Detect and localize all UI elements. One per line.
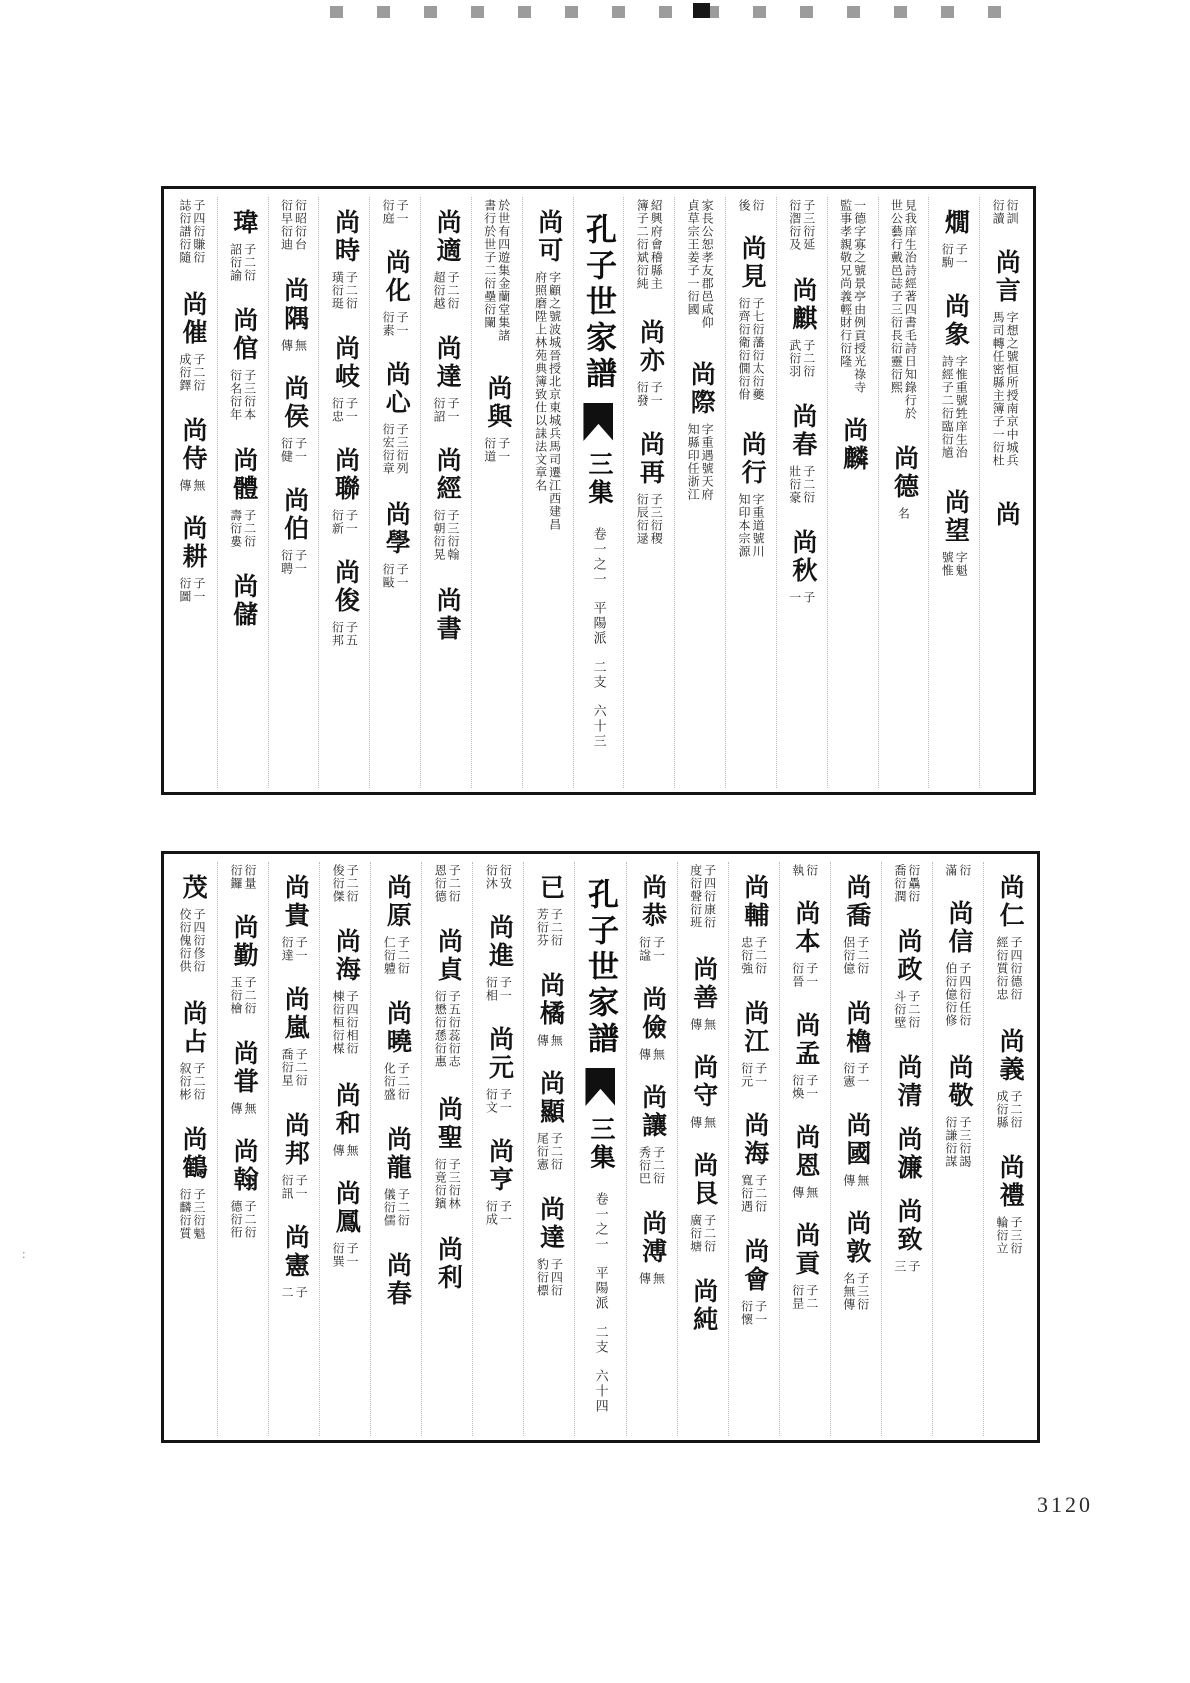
annotation-note: 子二衍叙衍彬: [177, 1062, 206, 1101]
genealogy-column: [626, 862, 677, 1436]
scan-noise-blob: [693, 3, 710, 18]
genealogy-column: [928, 197, 979, 788]
annotation-note: 子一衍聘: [279, 549, 308, 575]
ancestor-name: 尚翰: [230, 1138, 258, 1194]
genealogy-column: [674, 197, 725, 788]
annotation-note: 子一衍懷: [739, 1300, 768, 1326]
annotation-note: 子二衍成衍鐸: [177, 353, 206, 392]
ancestor-name: 尚望: [941, 489, 969, 545]
annotation-note: 子一: [787, 591, 816, 604]
annotation-note: 子二: [280, 1286, 309, 1299]
genealogy-column: [523, 862, 574, 1436]
ancestor-name: 尚亨: [485, 1138, 513, 1194]
ancestor-name: 尚貞: [434, 928, 462, 984]
ancestor-name: 尚言: [992, 249, 1020, 305]
ancestor-name: 尚純: [689, 1278, 717, 1334]
annotation-note: 子二衍秀衍巴: [637, 1146, 666, 1185]
genealogy-column: [677, 862, 728, 1436]
ancestor-name: 尚占: [179, 1000, 207, 1056]
annotation-note: 子一衍元: [739, 1062, 768, 1088]
annotation-note: 子五衍蕊衍志衍懋衍愻衍惠: [433, 990, 462, 1068]
ancestor-name: 燗: [941, 209, 969, 237]
ancestor-name: 尚時: [331, 209, 359, 265]
annotation-note: 子一衍巽: [331, 1242, 360, 1268]
annotation-note: 子三衍稷衍辰衍逯: [635, 493, 664, 545]
book-title: 孔子世家譜: [582, 878, 618, 1058]
ancestor-name: 已: [536, 874, 564, 902]
genealogy-column: [268, 197, 319, 788]
margin-tick-mark: :: [22, 1246, 26, 1261]
genealogy-column: [728, 862, 779, 1436]
ancestor-name: 尚適: [433, 209, 461, 265]
annotation-note: 子一衍圖: [177, 577, 206, 603]
volume-info: 六十三: [591, 704, 607, 749]
annotation-note: 子一衍素: [381, 311, 410, 337]
ancestor-name: 尚善: [689, 956, 717, 1012]
annotation-note: 字重道號川知印本宗源: [736, 493, 765, 558]
genealogy-column: [878, 197, 929, 788]
annotation-note: 字魁號惟: [940, 551, 969, 577]
ancestor-name: 尚江: [740, 1000, 768, 1056]
ancestor-name: 尚艮: [689, 1152, 717, 1208]
fishtail-icon: [583, 403, 613, 441]
ancestor-name: 尚政: [893, 928, 921, 984]
ancestor-name: 尚櫓: [842, 1000, 870, 1056]
annotation-note: 子二衍恩衍德: [433, 864, 462, 903]
genealogy-column: [369, 197, 420, 788]
annotation-note: 無傳: [688, 1116, 717, 1129]
annotation-note: 子二衍德衍衎: [229, 1200, 258, 1239]
ancestor-name: 尚貴: [281, 874, 309, 930]
annotation-note: 子四衍任衍伯衍億衍修: [943, 962, 972, 1027]
annotation-note: 於世有四遊集金蘭堂集諸書行於世子二衍壘衍闌: [482, 199, 511, 342]
ancestor-name: 尚喬: [842, 874, 870, 930]
ancestor-name: 尚橘: [536, 972, 564, 1028]
ancestor-name: 尚溥: [638, 1210, 666, 1266]
genealogy-column: [776, 197, 827, 788]
annotation-note: 無傳: [637, 1048, 666, 1061]
annotation-note: 子一衍新: [330, 509, 359, 535]
ancestor-name: 尚敬: [945, 1054, 973, 1110]
ancestor-name: 尚春: [788, 403, 816, 459]
ancestor-name: 尚本: [791, 900, 819, 956]
page-number: 3120: [1037, 1492, 1093, 1517]
genealogy-column: [318, 197, 369, 788]
annotation-note: 子一衍道: [482, 437, 511, 463]
ancestor-name: 尚麟: [839, 417, 867, 473]
annotation-note: 子三: [892, 1260, 921, 1273]
annotation-note: 子二衍侶衍億: [841, 936, 870, 975]
ancestor-name: 瑋: [229, 209, 257, 237]
ancestor-name: 尚國: [842, 1112, 870, 1168]
annotation-note: 一德字寡之號景亭由例貢授光祿寺監事孝親敬兄尚義輕財行衍隆: [838, 199, 867, 394]
genealogy-column: [217, 862, 268, 1436]
ancestor-name: 尚海: [740, 1112, 768, 1168]
fishtail-icon: [585, 1068, 615, 1106]
annotation-note: 衍量衍鑼: [229, 864, 258, 890]
ancestor-name: 尚俊: [331, 559, 359, 615]
genealogy-column: [167, 862, 217, 1436]
ancestor-name: 尚貢: [791, 1222, 819, 1278]
ancestor-name: 尚際: [687, 361, 715, 417]
ancestor-name: 尚濂: [893, 1126, 921, 1182]
annotation-note: 衍驫衍喬衍潤: [892, 864, 921, 903]
ancestor-name: 尚憲: [281, 1224, 309, 1280]
volume-info: 平陽派: [593, 1266, 609, 1311]
annotation-note: 子四衍德衍經衍質衍忠: [994, 936, 1023, 1001]
annotation-note: 子二衍玉衍檜: [229, 976, 258, 1015]
ancestor-name: 尚聖: [434, 1096, 462, 1152]
ancestor-name: 尚讓: [638, 1084, 666, 1140]
annotation-note: 子二衍斗衍壁: [892, 990, 921, 1029]
ancestor-name: 尚倌: [229, 307, 257, 363]
genealogy-column: [167, 197, 217, 788]
annotation-note: 子三衍林衍竟衍鑌: [433, 1158, 462, 1210]
annotation-note: 衍滿: [943, 864, 972, 877]
genealogy-column: [830, 862, 881, 1436]
annotation-note: 子一衍憲: [841, 1062, 870, 1088]
annotation-note: 子二衍昰: [790, 1284, 819, 1310]
ancestor-name: 尚象: [941, 293, 969, 349]
ancestor-name: 尚學: [382, 501, 410, 557]
annotation-note: 子二衍化衍盛: [382, 1062, 411, 1101]
annotation-note: 無傳: [688, 1018, 717, 1031]
annotation-note: 子二衍壯衍豪: [787, 465, 816, 504]
ancestor-name: 尚致: [893, 1198, 921, 1254]
annotation-note: 子一衍諡: [637, 936, 666, 962]
book-title: 孔子世家譜: [580, 213, 616, 393]
annotation-note: 字顧之號波城晉授北京東城兵馬司遷江西建昌府照磨陞上林苑典簿致仕以誄法文章名: [533, 271, 562, 531]
annotation-note: 子一衍駒: [940, 243, 969, 269]
ancestor-name: 尚守: [689, 1054, 717, 1110]
ancestor-name: 尚仁: [996, 874, 1024, 930]
ancestor-name: 尚海: [332, 928, 360, 984]
annotation-note: 子二衍寬衍遇: [739, 1174, 768, 1213]
ancestor-name: 尚勤: [230, 914, 258, 970]
annotation-note: 衍訓衍讀: [991, 199, 1020, 225]
annotation-note: 子一衍詔: [431, 397, 460, 423]
annotation-note: 子四衍豹衍標: [535, 1258, 564, 1297]
genealogy-column: [623, 197, 674, 788]
ancestor-name: 尚再: [636, 431, 664, 487]
annotation-note: 子一衍敺: [381, 563, 410, 589]
annotation-note: 無傳: [331, 1144, 360, 1157]
annotation-note: 家長公恕孝友郡邑咸仰貞草宗王姜子一衍國: [686, 199, 715, 329]
ancestor-name: 尚和: [332, 1082, 360, 1138]
annotation-note: 無傳: [637, 1272, 666, 1285]
annotation-note: 子三衍名無傳: [841, 1272, 870, 1311]
annotation-note: 子一衍健: [279, 437, 308, 463]
ancestor-name: 尚侯: [280, 375, 308, 431]
ancestor-name: 尚德: [890, 445, 918, 501]
annotation-note: 子三衍輪衍立: [994, 1216, 1023, 1255]
genealogy-column: [472, 862, 523, 1436]
ancestor-name: 尚曉: [383, 1000, 411, 1056]
annotation-note: 字惟重號甡庠生治詩經子二衍臨衍馗: [940, 355, 969, 459]
annotation-note: 子三衍列衍宏衍章: [381, 423, 410, 475]
annotation-note: 名: [896, 507, 911, 520]
ancestor-name: 尚與: [483, 375, 511, 431]
ancestor-name: 茂: [179, 874, 207, 902]
ancestor-name: 尚催: [178, 291, 206, 347]
volume-info: 二支: [593, 1325, 609, 1355]
annotation-note: 子二衍壽衍婁: [228, 509, 257, 548]
annotation-note: 無傳: [790, 1186, 819, 1199]
genealogy-column: [932, 862, 983, 1436]
ancestor-name: 尚耕: [178, 515, 206, 571]
ancestor-name: 尚見: [738, 235, 766, 291]
ancestor-name: 尚清: [893, 1054, 921, 1110]
title-column: [573, 197, 624, 788]
annotation-note: 衍昭衍台衍早衍迪: [279, 199, 308, 251]
ancestor-name: 尚達: [536, 1196, 564, 1252]
ancestor-name: 尚侍: [178, 417, 206, 473]
genealogy-column: [779, 862, 830, 1436]
genealogy-page-upper: [161, 186, 1036, 795]
annotation-note: 子七衍藩衍太衍夔衍齊衍衛衍僩衍佾: [736, 297, 765, 401]
genealogy-column: [319, 862, 370, 1436]
annotation-note: 子二衍詔衍諭: [228, 243, 257, 282]
ancestor-name: 尚隅: [280, 277, 308, 333]
annotation-note: 子一衍訊: [280, 1174, 309, 1200]
ancestor-name: 尚顯: [536, 1070, 564, 1126]
annotation-note: 無傳: [279, 339, 308, 352]
annotation-note: 無傳: [535, 1034, 564, 1047]
volume-info: 二支: [591, 660, 607, 690]
annotation-note: 無傳: [841, 1174, 870, 1187]
ancestor-name: 尚禮: [996, 1154, 1024, 1210]
annotation-note: 子二衍成衍縣: [994, 1090, 1023, 1129]
ancestor-name: 尚利: [434, 1236, 462, 1292]
title-column: [574, 862, 625, 1436]
ancestor-name: 尚岐: [331, 335, 359, 391]
ancestor-name: 尚春: [383, 1252, 411, 1308]
ancestor-name: 尚鳳: [332, 1180, 360, 1236]
annotation-note: 子三衍謁衍謙衍謀: [943, 1116, 972, 1168]
annotation-note: 紹興府會稽縣主簿子二衍斌衍純: [635, 199, 664, 290]
ancestor-name: 尚體: [229, 447, 257, 503]
ancestor-name: 尚進: [485, 914, 513, 970]
ancestor-name: 尚書: [433, 587, 461, 643]
annotation-note: 子一衍庭: [381, 199, 410, 225]
annotation-note: 子二衍尾衍憲: [535, 1132, 564, 1171]
ancestor-name: 尚: [992, 501, 1020, 529]
annotation-note: 無傳: [229, 1102, 258, 1115]
annotation-note: 子一衍發: [635, 381, 664, 407]
genealogy-column: [881, 862, 932, 1436]
annotation-note: 子三衍本衍名衍年: [228, 369, 257, 421]
genealogy-column: [471, 197, 522, 788]
genealogy-column: [370, 862, 421, 1436]
genealogy-column: [827, 197, 878, 788]
annotation-note: 子二衍儀衍儒: [382, 1188, 411, 1227]
annotation-note: 子二衍超衍越: [431, 271, 460, 310]
volume-info: 六十四: [593, 1369, 609, 1414]
annotation-note: 子二衍廣衍塘: [688, 1214, 717, 1253]
ancestor-name: 尚可: [534, 209, 562, 265]
scan-noise-strip: [330, 6, 1030, 18]
ancestor-name: 尚會: [740, 1238, 768, 1294]
annotation-note: 子二衍武衍羽: [787, 339, 816, 378]
ancestor-name: 尚嵐: [281, 986, 309, 1042]
ancestor-name: 尚心: [382, 361, 410, 417]
annotation-note: 子一衍晉: [790, 962, 819, 988]
annotation-note: 子四衍相衍棟衍桓衍楳: [331, 990, 360, 1055]
ancestor-name: 尚麒: [788, 277, 816, 333]
genealogy-column: [217, 197, 268, 788]
ancestor-name: 尚化: [382, 249, 410, 305]
annotation-note: 子二衍仁衍軆: [382, 936, 411, 975]
annotation-note: 子一衍達: [280, 936, 309, 962]
ancestor-name: 尚恭: [638, 874, 666, 930]
annotation-note: 子一衍成: [484, 1200, 513, 1226]
collection-title: 三集: [586, 1116, 614, 1172]
ancestor-name: 尚元: [485, 1026, 513, 1082]
ancestor-name: 尚達: [433, 335, 461, 391]
ancestor-name: 尚輔: [740, 874, 768, 930]
annotation-note: 字想之號恒所授南京中城兵馬司轉任密縣主簿子一衍杜: [991, 311, 1020, 467]
annotation-note: 衍攷衍沐: [484, 864, 513, 890]
genealogy-column: [420, 197, 471, 788]
ancestor-name: 尚伯: [280, 487, 308, 543]
ancestor-name: 尚義: [996, 1028, 1024, 1084]
annotation-note: 子三衍延衍潪衍及: [787, 199, 816, 251]
genealogy-column: [268, 862, 319, 1436]
ancestor-name: 尚行: [738, 431, 766, 487]
collection-title: 三集: [584, 451, 612, 507]
annotation-note: 子三衍翰衍朝衍晃: [431, 509, 460, 561]
genealogy-column: [725, 197, 776, 788]
annotation-note: 子二衍俊衍傑: [331, 864, 360, 903]
ancestor-name: 尚儲: [229, 573, 257, 629]
volume-info: 卷一之一: [591, 527, 607, 587]
ancestor-name: 尚秋: [788, 529, 816, 585]
ancestor-name: 尚聯: [331, 447, 359, 503]
annotation-note: 子一衍相: [484, 976, 513, 1002]
annotation-note: 子四衍俢衍佼衍傀衍供: [177, 908, 206, 973]
volume-info: 平陽派: [591, 601, 607, 646]
annotation-note: 子一衍文: [484, 1088, 513, 1114]
annotation-note: 衍執: [790, 864, 819, 877]
genealogy-column: [983, 862, 1034, 1436]
genealogy-column: [979, 197, 1030, 788]
genealogy-column: [522, 197, 573, 788]
volume-info: 卷一之一: [593, 1192, 609, 1252]
ancestor-name: 尚恩: [791, 1124, 819, 1180]
ancestor-name: 尚經: [433, 447, 461, 503]
ancestor-name: 尚儉: [638, 986, 666, 1042]
ancestor-name: 尚信: [945, 900, 973, 956]
ancestor-name: 尚原: [383, 874, 411, 930]
annotation-note: 子二衍忠衍強: [739, 936, 768, 975]
annotation-note: 見我庠生治詩經著四書毛詩日知錄行於世公藝行戴邑誌子三衍長衍靈衍熙: [889, 199, 918, 420]
annotation-note: 子四衍賺衍誌衍譜衍隨: [177, 199, 206, 264]
annotation-note: 子三衍魁衍麟衍質: [177, 1188, 206, 1240]
annotation-note: 子五衍邦: [330, 621, 359, 647]
genealogy-column: [421, 862, 472, 1436]
ancestor-name: 尚甞: [230, 1040, 258, 1096]
annotation-note: 衍後: [736, 199, 765, 212]
ancestor-name: 尚孟: [791, 1012, 819, 1068]
genealogy-page-lower: [161, 851, 1040, 1443]
annotation-note: 子一衍煥: [790, 1074, 819, 1100]
ancestor-name: 尚亦: [636, 319, 664, 375]
ancestor-name: 尚敦: [842, 1210, 870, 1266]
annotation-note: 字重遇號天府知縣印任浙江: [686, 423, 715, 501]
annotation-note: 無傳: [177, 479, 206, 492]
annotation-note: 子二衍璜衍珽: [330, 271, 359, 310]
annotation-note: 子二衍芳衍芬: [535, 908, 564, 947]
ancestor-name: 尚鶴: [179, 1126, 207, 1182]
ancestor-name: 尚邦: [281, 1112, 309, 1168]
annotation-note: 子四衍康衍度衍聲衍班: [688, 864, 717, 929]
annotation-note: 子二衍喬衍星: [280, 1048, 309, 1087]
ancestor-name: 尚龍: [383, 1126, 411, 1182]
annotation-note: 子一衍忠: [330, 397, 359, 423]
